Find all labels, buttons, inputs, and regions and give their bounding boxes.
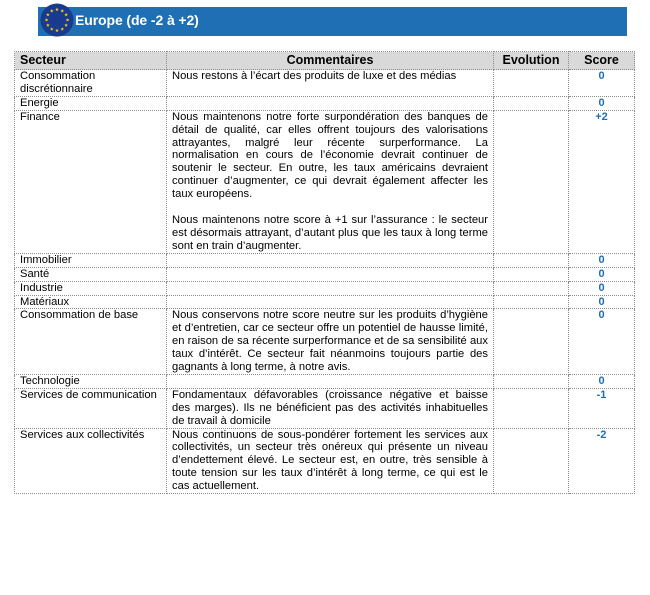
column-header-comment: Commentaires bbox=[167, 52, 494, 70]
table-header-row bbox=[15, 52, 635, 70]
evolution-cell bbox=[494, 309, 569, 375]
comment-cell bbox=[167, 110, 494, 253]
comment-cell bbox=[167, 281, 494, 295]
sector-cell: Services de communication bbox=[15, 388, 167, 428]
evolution-cell bbox=[494, 253, 569, 267]
comment-paragraph: Nous maintenons notre score à +1 sur l’assurance : le secteur est désormais attrayant, d’autant plus que les taux à long terme sont en train d’augmenter. bbox=[172, 214, 488, 252]
table-row bbox=[15, 267, 635, 281]
comment-paragraph: Nous continuons de sous-pondérer fortement les services aux collectivités, un secteur très onéreux qui présente un niveau d’endettement élevé. Le secteur est, en outre, très sensible à toute tension sur les taux d’intérêt à long terme, ce qui est le cas actuellement. bbox=[172, 428, 488, 493]
evolution-cell bbox=[494, 295, 569, 309]
comment-paragraph: Nous restons à l’écart des produits de luxe et des médias bbox=[172, 70, 457, 82]
score-cell: 0 bbox=[569, 281, 635, 295]
evolution-cell bbox=[494, 267, 569, 281]
score-cell: 0 bbox=[569, 309, 635, 375]
page-title: Europe (de -2 à +2) bbox=[75, 12, 199, 28]
sector-cell: Finance bbox=[15, 110, 167, 253]
sector-cell: Technologie bbox=[15, 374, 167, 388]
table-row bbox=[15, 253, 635, 267]
comment-cell bbox=[167, 309, 494, 375]
comment-cell bbox=[167, 70, 494, 97]
sector-table bbox=[14, 51, 635, 494]
column-header-evolution: Evolution bbox=[494, 52, 569, 70]
score-cell: 0 bbox=[569, 96, 635, 110]
sector-cell: Energie bbox=[15, 96, 167, 110]
table-row bbox=[15, 70, 635, 97]
table-row bbox=[15, 295, 635, 309]
score-cell: 0 bbox=[569, 374, 635, 388]
score-cell: -1 bbox=[569, 388, 635, 428]
comment-paragraph: Fondamentaux défavorables (croissance négative et baisse des marges). Ils ne bénéficient pas des activités inhabituelles de travail à domicile bbox=[172, 388, 488, 427]
table-row bbox=[15, 309, 635, 375]
score-cell: 0 bbox=[569, 267, 635, 281]
table-row bbox=[15, 374, 635, 388]
table-row bbox=[15, 281, 635, 295]
table-row bbox=[15, 428, 635, 494]
column-header-sector: Secteur bbox=[15, 52, 167, 70]
evolution-cell bbox=[494, 110, 569, 253]
sector-cell: Matériaux bbox=[15, 295, 167, 309]
score-cell: 0 bbox=[569, 295, 635, 309]
score-cell: +2 bbox=[569, 110, 635, 253]
evolution-cell bbox=[494, 96, 569, 110]
sector-cell: Services aux collectivités bbox=[15, 428, 167, 494]
column-header-score: Score bbox=[569, 52, 635, 70]
sector-cell: Consommation de base bbox=[15, 309, 167, 375]
eu-flag-icon bbox=[40, 3, 74, 37]
evolution-cell bbox=[494, 374, 569, 388]
comment-paragraph: Nous conservons notre score neutre sur les produits d’hygiène et d’entretien, car ce secteur offre un potentiel de hausse limité, en raison de sa récente surperformance et de sa sensibilité aux taux d’intérêt. Ce secteur fait néanmoins toujours partie des gagnants à long terme, à notre avis. bbox=[172, 309, 488, 374]
table-row bbox=[15, 388, 635, 428]
sector-cell: Immobilier bbox=[15, 253, 167, 267]
comment-cell bbox=[167, 96, 494, 110]
evolution-cell bbox=[494, 281, 569, 295]
score-cell: 0 bbox=[569, 70, 635, 97]
table-row bbox=[15, 110, 635, 253]
comment-cell bbox=[167, 253, 494, 267]
sector-cell: Santé bbox=[15, 267, 167, 281]
score-cell: 0 bbox=[569, 253, 635, 267]
table-row bbox=[15, 96, 635, 110]
comment-cell bbox=[167, 374, 494, 388]
evolution-cell bbox=[494, 428, 569, 494]
comment-cell bbox=[167, 295, 494, 309]
sector-cell: Consommation discrétionnaire bbox=[15, 70, 167, 97]
comment-paragraph: Nous maintenons notre forte surpondération des banques de détail de qualité, car elles offrent toujours des valorisations attrayantes, malgré leur récente surperformance. La normalisation en cours de l’économie devrait continuer de soutenir le secteur. En outre, les taux américains devraient continuer d’augmenter, ce qui devrait également affecter les taux européens. bbox=[172, 110, 488, 201]
comment-cell bbox=[167, 267, 494, 281]
sector-cell: Industrie bbox=[15, 281, 167, 295]
score-cell: -2 bbox=[569, 428, 635, 494]
evolution-cell bbox=[494, 70, 569, 97]
evolution-cell bbox=[494, 388, 569, 428]
comment-cell bbox=[167, 388, 494, 428]
comment-cell bbox=[167, 428, 494, 494]
